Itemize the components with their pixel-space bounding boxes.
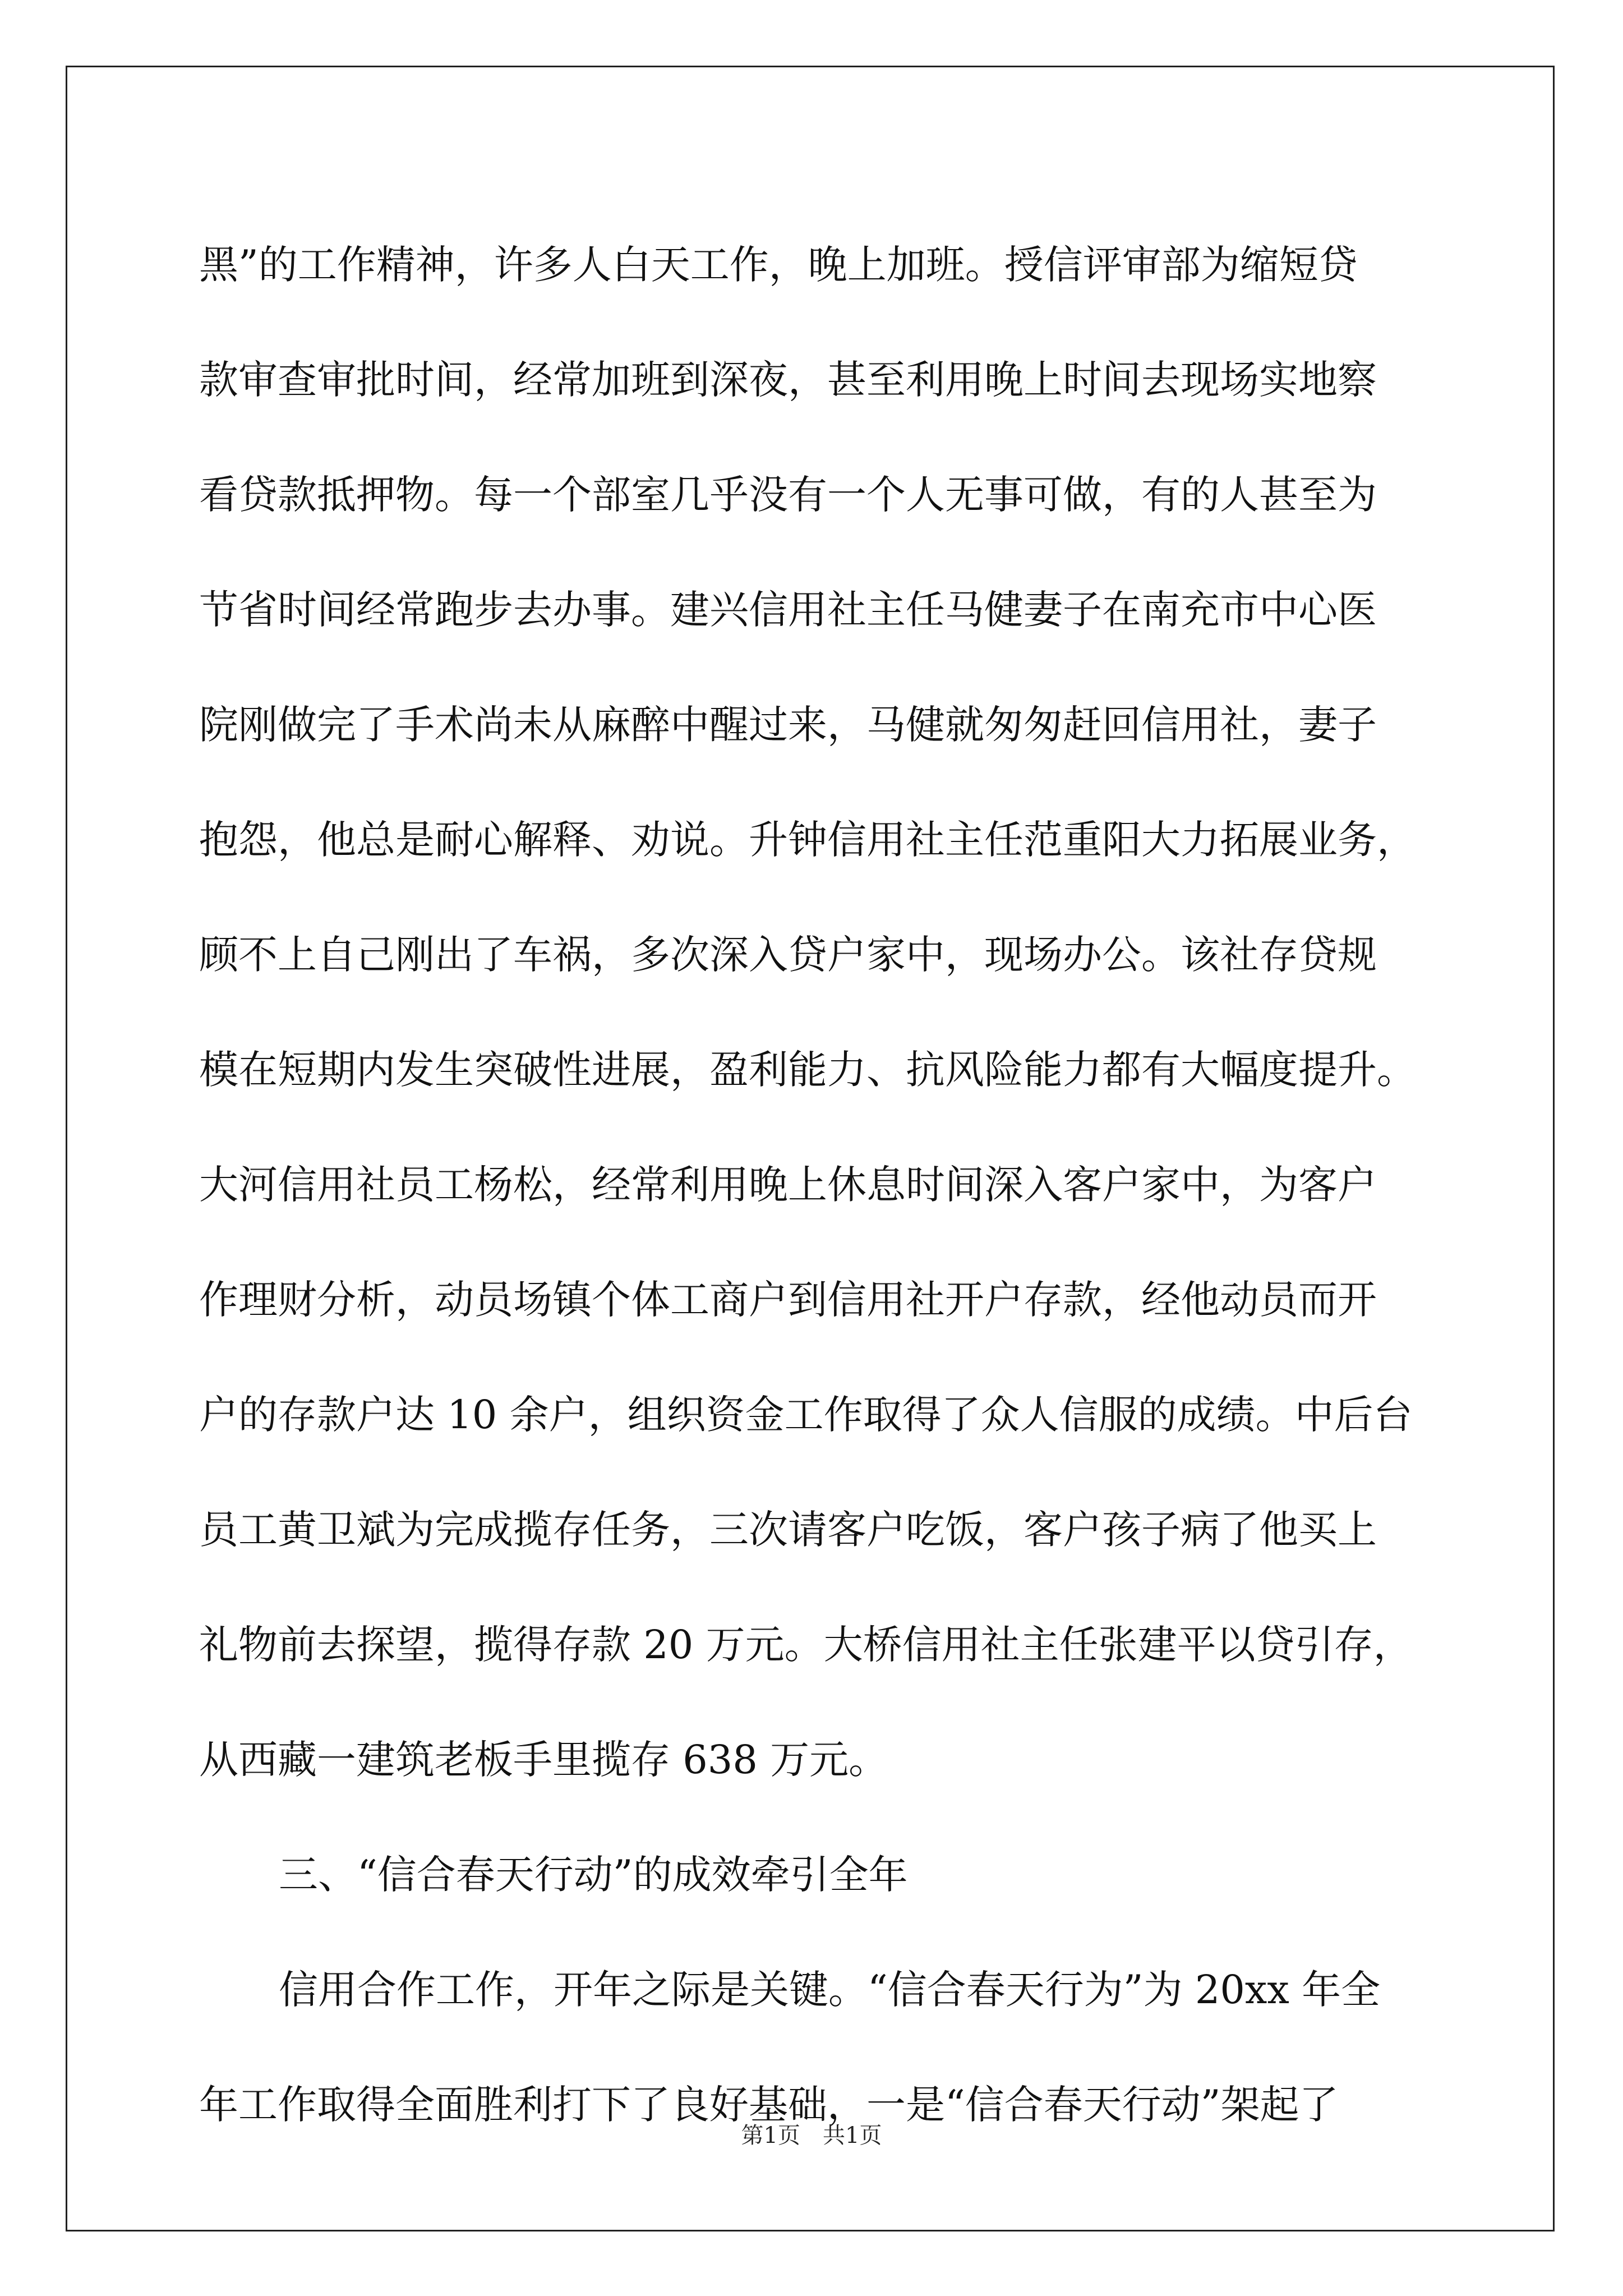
text-line: 节省时间经常跑步去办事。建兴信用社主任马健妻子在南充市中心医	[199, 587, 1377, 633]
paragraph-first-line: 信用合作工作，开年之际是关键。“信合春天行为”为 20xx 年全	[279, 1967, 1381, 2013]
page-footer	[0, 2118, 1623, 2150]
text-line: 作理财分析，动员场镇个体工商户到信用社开户存款，经他动员而开	[199, 1277, 1377, 1323]
text-line: 从西藏一建筑老板手里揽存 638 万元。	[199, 1737, 888, 1783]
text-line: 看贷款抵押物。每一个部室几乎没有一个人无事可做，有的人甚至为	[199, 472, 1377, 518]
text-line: 顾不上自己刚出了车祸，多次深入贷户家中，现场办公。该社存贷规	[199, 932, 1377, 978]
page-total: 共1页	[823, 2123, 882, 2148]
page-number: 第1页	[741, 2123, 800, 2148]
text-line: 抱怨，他总是耐心解释、劝说。升钟信用社主任范重阳大力拓展业务，	[199, 817, 1416, 863]
text-line: 院刚做完了手术尚未从麻醉中醒过来，马健就匆匆赶回信用社，妻子	[199, 702, 1377, 748]
text-line: 模在短期内发生突破性进展，盈利能力、抗风险能力都有大幅度提升。	[199, 1047, 1416, 1093]
text-line: 大河信用社员工杨松，经常利用晚上休息时间深入客户家中，为客户	[199, 1162, 1377, 1208]
text-line: 员工黄卫斌为完成揽存任务，三次请客户吃饭，客户孩子病了他买上	[199, 1507, 1377, 1553]
text-line: 款审查审批时间，经常加班到深夜，甚至利用晚上时间去现场实地察	[199, 357, 1377, 403]
text-line: 年工作取得全面胜利打下了良好基础，一是“信合春天行动”架起了	[199, 2082, 1339, 2128]
text-line: 礼物前去探望，揽得存款 20 万元。大桥信用社主任张建平以贷引存，	[199, 1622, 1413, 1668]
text-line: 黑”的工作精神，许多人白天工作，晚上加班。授信评审部为缩短贷	[199, 242, 1358, 288]
section-heading: 三、“信合春天行动”的成效牵引全年	[279, 1852, 908, 1898]
text-line: 户的存款户达 10 余户，组织资金工作取得了众人信服的成绩。中后台	[199, 1392, 1413, 1438]
document-body	[199, 208, 1433, 2162]
